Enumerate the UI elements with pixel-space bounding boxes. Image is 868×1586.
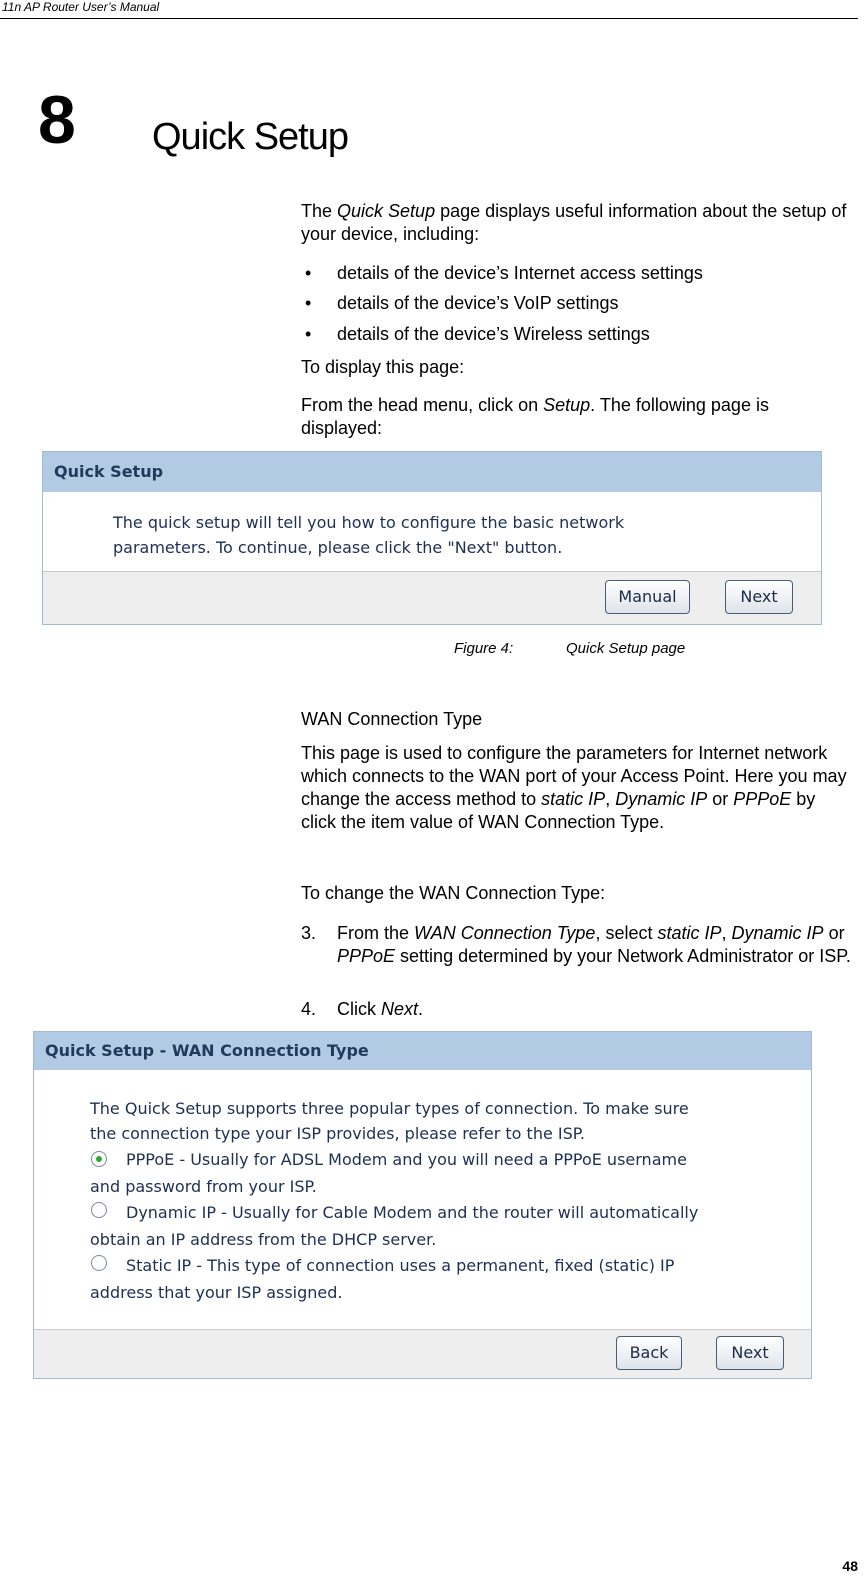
pppoe-option-line2: and password from your ISP. [90, 1177, 317, 1196]
pppoe-option-line1: PPPoE - Usually for ADSL Modem and you will need a PPPoE username [126, 1150, 687, 1169]
radio-selected-dot [96, 1156, 102, 1162]
static-ip-radio[interactable] [91, 1255, 107, 1271]
figure-label: Figure 4: [454, 640, 514, 657]
step-4: 4. Click Next. [301, 999, 424, 1019]
pppoe-radio[interactable] [91, 1151, 107, 1167]
running-header [0, 0, 858, 19]
wan-connection-panel [33, 1031, 812, 1379]
intro-paragraph: The Quick Setup page displays useful information about the setup of your device, including: [301, 201, 847, 244]
next-button[interactable]: Next [725, 580, 793, 614]
wan-description: This page is used to configure the parameters for Internet network which connects to the WAN port of your Access Point. Here you may change the access method to static IP, Dynamic IP or PPPoE by click the item value of WAN Connection Type. [301, 743, 847, 832]
display-instruction: To display this page: [301, 357, 465, 377]
dynamic-ip-option-line2: obtain an IP address from the DHCP server. [90, 1230, 437, 1249]
page-number: 48 [842, 1558, 858, 1574]
section-heading: WAN Connection Type [301, 709, 483, 729]
figure-title: Quick Setup page [566, 640, 686, 657]
back-button[interactable]: Back [616, 1336, 682, 1370]
panel-title: Quick Setup [43, 452, 821, 492]
panel-footer [43, 571, 821, 624]
change-instruction: To change the WAN Connection Type: [301, 883, 606, 903]
manual-title: 11n AP Router User’s Manual [2, 0, 160, 14]
next-button[interactable]: Next [716, 1336, 784, 1370]
panel-footer [34, 1329, 811, 1378]
step-3: 3. From the WAN Connection Type, select static IP, Dynamic IP or PPPoE setting determined by your Network Administrator or ISP. [301, 923, 851, 966]
dynamic-ip-radio[interactable] [91, 1202, 107, 1218]
dynamic-ip-option-line1: Dynamic IP - Usually for Cable Modem and the router will automatically [126, 1203, 699, 1222]
static-ip-option-line2: address that your ISP assigned. [90, 1283, 343, 1302]
panel-intro: The Quick Setup supports three popular types of connection. To make sure the connection type your ISP provides, please refer to the ISP. [90, 1099, 689, 1143]
chapter-title: Quick Setup [152, 116, 348, 158]
panel-description: The quick setup will tell you how to configure the basic network parameters. To continue, please click the "Next" button. [113, 513, 625, 557]
static-ip-option-line1: Static IP - This type of connection uses a permanent, fixed (static) IP [126, 1256, 675, 1275]
panel-title: Quick Setup - WAN Connection Type [34, 1032, 811, 1070]
manual-button[interactable]: Manual [605, 580, 690, 614]
chapter-number: 8 [38, 82, 76, 158]
quick-setup-panel [42, 451, 822, 625]
head-menu-instruction: From the head menu, click on Setup. The following page is displayed: [301, 395, 769, 438]
